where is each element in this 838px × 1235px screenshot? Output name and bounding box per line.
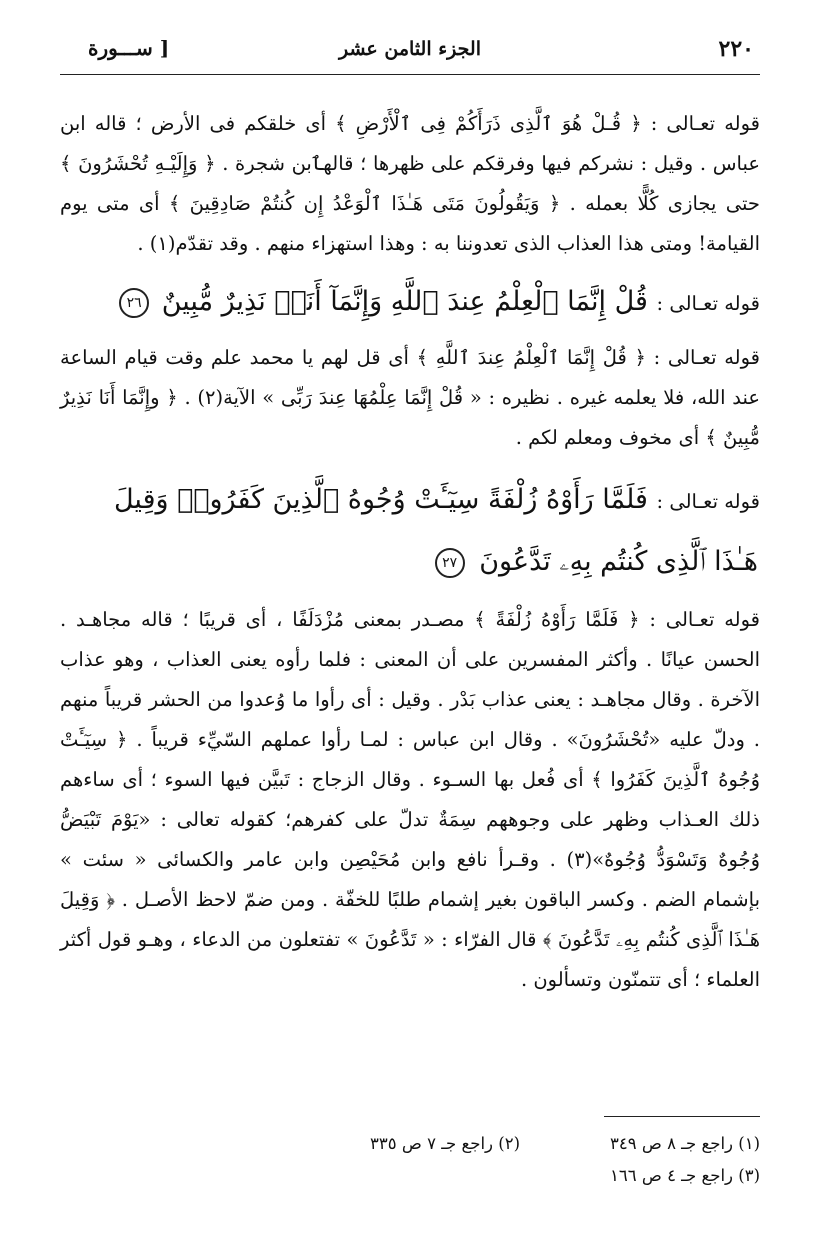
header-divider (60, 74, 760, 75)
verse-27-lead: قوله تعـالى : (656, 490, 760, 513)
verse-27-text-2: هَـٰذَا ٱلَّذِى كُنتُم بِهِۦ تَدَّعُونَ (479, 546, 758, 577)
footnotes (60, 1128, 760, 1192)
page-number: ٢٢٠ (718, 36, 754, 62)
surah-label: [ ســـورة (88, 36, 170, 60)
footnote-2: (٢) راجع جـ ٧ ص ٣٣٥ (370, 1134, 521, 1153)
book-page (60, 28, 760, 1218)
verse-26 (60, 274, 760, 332)
verse-26-text: قُلْ إِنَّمَا ٱلْعِلْمُ عِندَ ٱللَّهِ وَإِنَّمَآ أَنَا۠ نَذِيرٌ مُّبِينٌ (161, 286, 648, 317)
page-header (60, 28, 760, 76)
verse-27 (60, 472, 760, 530)
commentary-paragraph-2: قوله تعـالى : ﴿ قُلْ إِنَّمَا ٱلْعِلْمُ عِندَ ٱللَّهِ ﴾ أى قل لهم يا محمد علم وقت قيام الساعة عند الله، فلا يعلمه غيره . نظيره : « قُلْ إِنَّمَا عِلْمُهَا عِندَ رَبِّى » الآية(٢) . ﴿ وإِنَّمَا أَنَا نَذِيرٌ مُّبِينٌ ﴾ أى مخوف ومعلم لكم . (60, 346, 760, 449)
footnote-row-1 (60, 1128, 760, 1160)
footnote-1: (١) راجع جـ ٨ ص ٣٤٩ (610, 1134, 760, 1153)
page-body (60, 92, 760, 1000)
ayah-number-26: ٢٦ (119, 288, 149, 318)
part-title: الجزء الثامن عشر (339, 38, 481, 60)
verse-27-line-2 (60, 536, 760, 588)
commentary-paragraph-3: قوله تعـالى : ﴿ فَلَمَّا رَأَوْهُ زُلْفَةً ﴾ مصـدر بمعنى مُزْدَلَفًا ، أى قريبًا ؛ قاله مجاهـد . الحسن عيانًا . وأكثر المفسرين على أن المعنى : فلما رأوه يعنى العذاب ، وهو عذاب الآخرة . وقال مجاهـد : يعنى عذاب بَدْر . وقيل : أى رأوا ما وُعدوا من الحشر قريباً منهم . ودلّ عليه «تُحْشَرُونَ» . وقال ابن عباس : لمـا رأوا عملهم السّيِّء قريباً . ﴿ سِيٓـَٔتْ وُجُوهُ ٱلَّذِينَ كَفَرُوا ﴾ أى فُعل بها السـوء . وقال الزجاج : تَبيَّن فيها السوء ؛ أى ساءهم ذلك العـذاب وظهر على وجوههم سِمَةٌ تدلّ على كفرهم؛ كقوله تعالى : «يَوْمَ تَبْيَضُّ وُجُوهٌ وَتَسْوَدُّ وُجُوهٌ»(٣) . وقـرأ نافع وابن مُحَيْصِن وابن عامر والكسائى « سئت » بإشمام الضم . وكسر الباقون بغير إشمام طلبًا للخفّة . ومن ضمّ لاحظ الأصـل . ﴿ وَقِيلَ هَـٰذَا ٱلَّذِى كُنتُم بِهِۦ تَدَّعُونَ ﴾ قال الفرّاء : « تَدَّعُونَ » تفتعلون من الدعاء ، وهـو قول أكثر العلماء ؛ أى تتمنّون وتسألون . (60, 608, 760, 991)
footnote-3: (٣) راجع جـ ٤ ص ١٦٦ (610, 1166, 760, 1185)
footnote-divider (604, 1116, 760, 1117)
footnote-row-2 (60, 1160, 760, 1192)
verse-27-text: فَلَمَّا رَأَوْهُ زُلْفَةً سِيٓـَٔتْ وُجُوهُ ٱلَّذِينَ كَفَرُوا۟ وَقِيلَ (113, 484, 648, 515)
ayah-number-27: ٢٧ (435, 548, 465, 578)
verse-26-lead: قوله تعـالى : (656, 292, 760, 315)
commentary-paragraph-1: قوله تعـالى : ﴿ قُـلْ هُوَ ٱلَّذِى ذَرَأَكُمْ فِى ٱلْأَرْضِ ﴾ أى خلقكم فى الأرض ؛ قاله ابن عباس . وقيل : نشركم فيها وفرقكم على ظهرها ؛ قالهٱبن شجرة . ﴿ وَإِلَيْـهِ تُحْشَرُونَ ﴾ حتى يجازى كُلًّا بعمله . ﴿ وَيَقُولُونَ مَتَى هَـٰذَا ٱلْوَعْدُ إِن كُنتُمْ صَادِقِينَ ﴾ أى متى يوم القيامة! ومتى هذا العذاب الذى تعدوننا به : وهذا استهزاء منهم . وقد تقدّم(١) . (60, 112, 760, 255)
